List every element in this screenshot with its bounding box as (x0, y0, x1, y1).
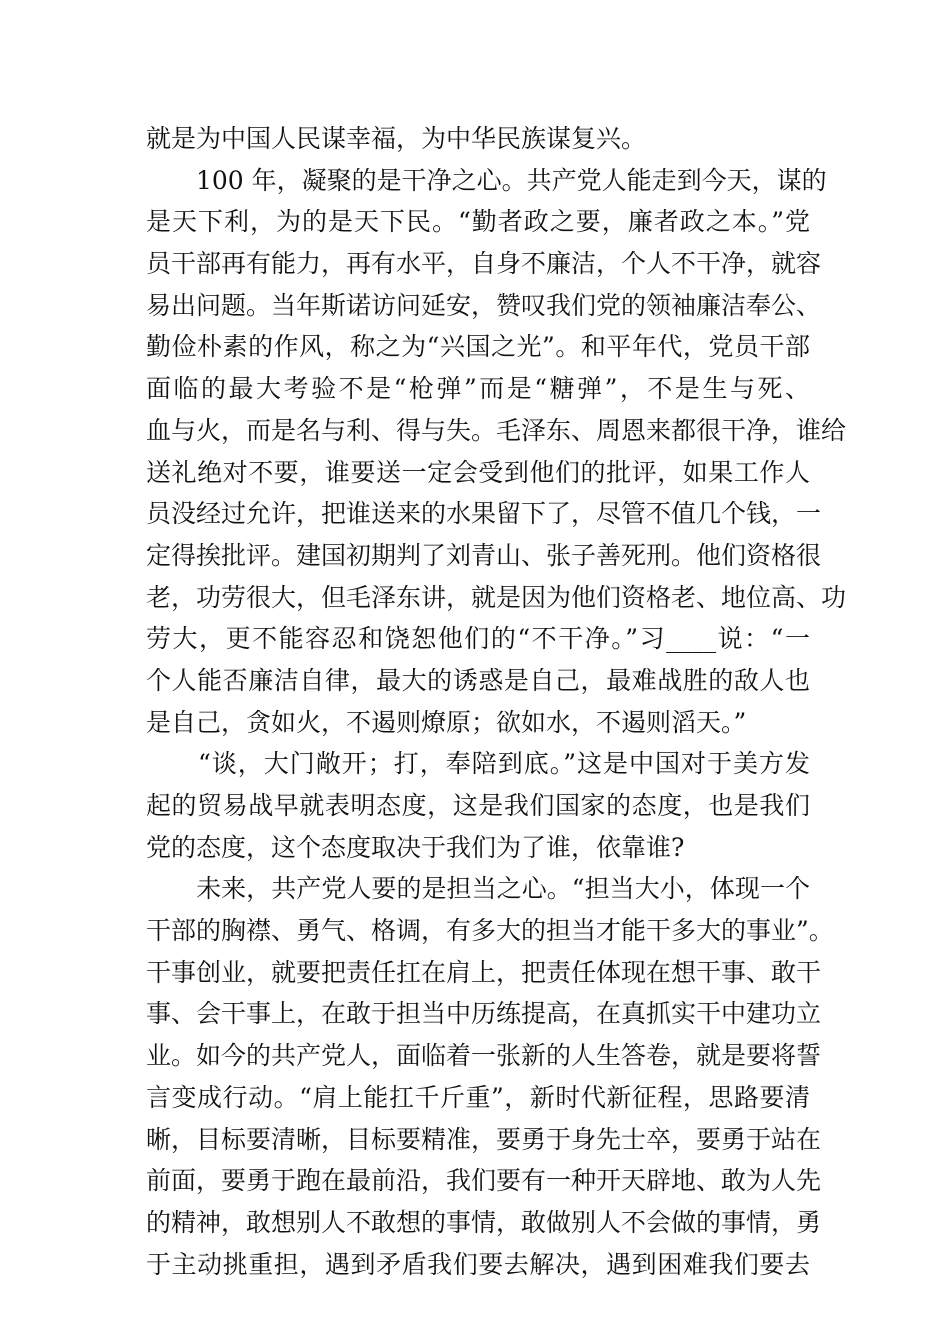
paragraph (146, 118, 810, 160)
text-line: 勤俭朴素的作风，称之为“兴国之光”。和平年代，党员干部 (146, 332, 810, 362)
text-line: 面临的最大考验不是“枪弹”而是“糖弹”，不是生与死、 (146, 374, 810, 404)
text-line: 未来，共产党人要的是担当之心。“担当大小，体现一个 (146, 874, 810, 904)
text-line: 老，功劳很大，但毛泽东讲，就是因为他们资格老、地位高、功 (146, 582, 847, 612)
text-line: 晰，目标要清晰，目标要精准，要勇于身先士卒，要勇于站在 (146, 1124, 822, 1154)
text-line: 于主动挑重担，遇到矛盾我们要去解决，遇到困难我们要去 (146, 1249, 810, 1279)
text-line: 前面，要勇于跑在最前沿，我们要有一种开天辟地、敢为人先 (146, 1166, 822, 1196)
text-line: 事、会干事上，在敢于担当中历练提高，在真抓实干中建功立 (146, 999, 822, 1029)
text-line: 易出问题。当年斯诺访问延安，赞叹我们党的领袖廉洁奉公、 (146, 290, 822, 320)
paragraph (146, 868, 834, 1285)
text-line: 是自己，贪如火，不遏则燎原；欲如水，不遏则滔天。” (146, 707, 747, 737)
text-line: 100 年，凝聚的是干净之心。共产党人能走到今天，谋的 (146, 165, 827, 195)
text-line: 的精神，敢想别人不敢想的事情，敢做别人不会做的事情，勇 (146, 1207, 822, 1237)
text-line: 业。如今的共产党人，面临着一张新的人生答卷，就是要将誓 (146, 1041, 822, 1071)
paragraph (146, 160, 847, 744)
text-line: 是天下利，为的是天下民。“勤者政之要，廉者政之本。”党 (146, 207, 810, 237)
text-line: 个人能否廉洁自律，最大的诱惑是自己，最难战胜的敌人也 (146, 665, 810, 695)
text-line: “谈，大门敞开；打，奉陪到底。”这是中国对于美方发 (146, 749, 810, 779)
text-line: 送礼绝对不要，谁要送一定会受到他们的批评，如果工作人 (146, 457, 810, 487)
document-body (146, 118, 847, 1285)
text-line: 干事创业，就要把责任扛在肩上，把责任体现在想干事、敢干 (146, 957, 822, 987)
text-line: 血与火，而是名与利、得与失。毛泽东、周恩来都很干净，谁给 (146, 415, 847, 445)
text-line: 言变成行动。“肩上能扛千斤重”，新时代新征程，思路要清 (146, 1082, 810, 1112)
text-line: 定得挨批评。建国初期判了刘青山、张子善死刑。他们资格很 (146, 540, 822, 570)
text-line: 就是为中国人民谋幸福，为中华民族谋复兴。 (146, 124, 647, 153)
text-line: 起的贸易战早就表明态度，这是我们国家的态度，也是我们 (146, 791, 810, 820)
text-line: 员干部再有能力，再有水平，自身不廉洁，个人不干净，就容 (146, 249, 822, 279)
paragraph (146, 743, 810, 868)
text-line: 劳大，更不能容忍和饶恕他们的“不干净。”习____说：“一 (146, 624, 810, 654)
text-line: 员没经过允许，把谁送来的水果留下了，尽管不值几个钱，一 (146, 499, 822, 529)
text-line: 干部的胸襟、勇气、格调，有多大的担当才能干多大的事业”。 (146, 916, 834, 946)
text-line: 党的态度，这个态度取决于我们为了谁，依靠谁? (146, 832, 685, 862)
